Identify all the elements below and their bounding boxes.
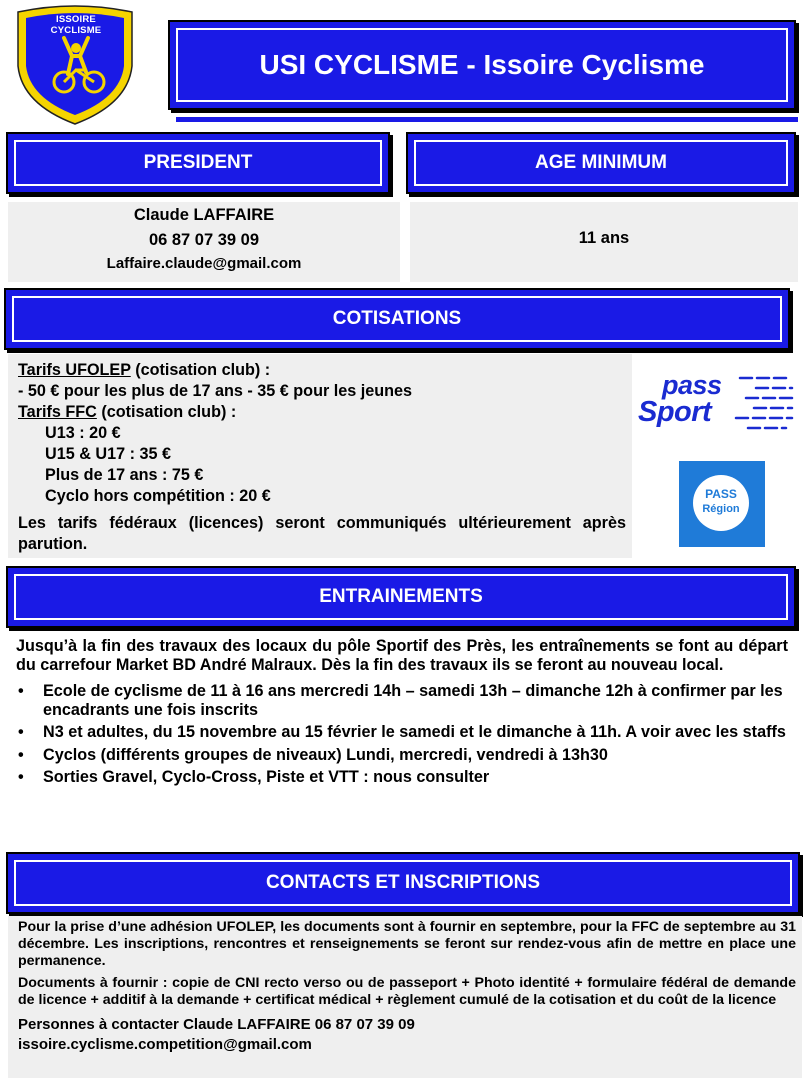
contacts-para1: Pour la prise d’une adhésion UFOLEP, les documents sont à fournir en septembre, pour la FFC de septembre au 31 décembre. Les inscriptions, rencontres et renseignements se feront sur rendez-vous afin de mettre en place une permanence.	[18, 919, 796, 969]
list-item: • Ecole de cyclisme de 11 à 16 ans mercredi 14h – samedi 13h – dimanche 12h à confirmer par les encadrants une fois inscrits	[16, 682, 788, 719]
cotisations-body	[8, 354, 632, 558]
pass-sport-logo	[636, 372, 796, 434]
logo-text: ISSOIRE CYCLISME	[50, 14, 102, 36]
pass-region-line1: PASS	[705, 487, 737, 501]
ffc-item: Cyclo hors compétition : 20 €	[45, 487, 271, 505]
age-value: 11 ans	[578, 229, 630, 247]
entrainements-intro: Jusqu’à la fin des travaux des locaux du pôle Sportif des Près, les entraînements se font au départ du carrefour Market BD André Malraux. Dès la fin des travaux ils se feront au nouveau local.	[16, 637, 788, 674]
ffc-label: Tarifs FFC	[18, 403, 97, 421]
president-header: PRESIDENT	[143, 152, 253, 173]
entrainements-header: ENTRAINEMENTS	[319, 586, 483, 607]
contacts-line: Personnes à contacter Claude LAFFAIRE 06 87 07 39 09	[18, 1015, 415, 1033]
cotisations-note: Les tarifs fédéraux (licences) seront communiqués ultérieurement après parution.	[18, 514, 626, 553]
pass-region-badge	[693, 475, 749, 531]
pass-region-line2: Région	[702, 503, 740, 515]
ffc-item: U15 & U17 : 35 €	[45, 445, 171, 463]
ufolep-label: Tarifs UFOLEP	[18, 361, 131, 379]
list-item: • Cyclos (différents groupes de niveaux) Lundi, mercredi, vendredi à 13h30	[16, 746, 788, 765]
page-title: USI CYCLISME - Issoire Cyclisme	[259, 49, 705, 80]
club-logo	[12, 4, 138, 128]
list-item: • Sorties Gravel, Cyclo-Cross, Piste et VTT : nous consulter	[16, 768, 788, 787]
contacts-header: CONTACTS ET INSCRIPTIONS	[265, 872, 541, 893]
contacts-email: issoire.cyclisme.competition@gmail.com	[18, 1035, 312, 1053]
entrainements-body	[16, 637, 788, 791]
ufolep-line: - 50 € pour les plus de 17 ans - 35 € pour les jeunes	[18, 382, 413, 400]
president-phone: 06 87 07 39 09	[148, 231, 260, 249]
pass-region-logo	[679, 461, 765, 547]
title-banner	[168, 20, 796, 110]
cotisations-header: COTISATIONS	[332, 308, 462, 329]
ufolep-suffix: (cotisation club) :	[130, 361, 271, 379]
pass-sport-line2: Sport	[638, 396, 712, 428]
title-underline	[176, 117, 798, 122]
entrainements-list	[16, 682, 788, 787]
contacts-banner	[6, 852, 800, 914]
pass-sport-line1: pass	[662, 370, 722, 400]
president-banner	[6, 132, 390, 194]
president-info	[8, 202, 400, 282]
president-name: Claude LAFFAIRE	[133, 206, 275, 224]
age-info	[410, 202, 798, 282]
ffc-title	[18, 402, 626, 423]
contacts-body	[8, 916, 802, 1078]
ffc-item: Plus de 17 ans : 75 €	[45, 466, 204, 484]
ffc-suffix: (cotisation club) :	[96, 403, 237, 421]
age-header: AGE MINIMUM	[535, 152, 667, 173]
age-banner	[406, 132, 796, 194]
list-item: • N3 et adultes, du 15 novembre au 15 février le samedi et le dimanche à 11h. A voir avec les staffs	[16, 723, 788, 742]
speed-lines-icon	[726, 374, 796, 430]
entrainements-banner	[6, 566, 796, 628]
contacts-para2: Documents à fournir : copie de CNI recto verso ou de passeport + Photo identité + formulaire fédéral de demande de licence + additif à la demande + certificat médical + règlement cumulé de la cotisation et du coût de la licence	[18, 975, 796, 1009]
ufolep-title	[18, 360, 626, 381]
cotisations-banner	[4, 288, 790, 350]
president-email: Laffaire.claude@gmail.com	[106, 255, 302, 272]
ffc-item: U13 : 20 €	[45, 424, 121, 442]
